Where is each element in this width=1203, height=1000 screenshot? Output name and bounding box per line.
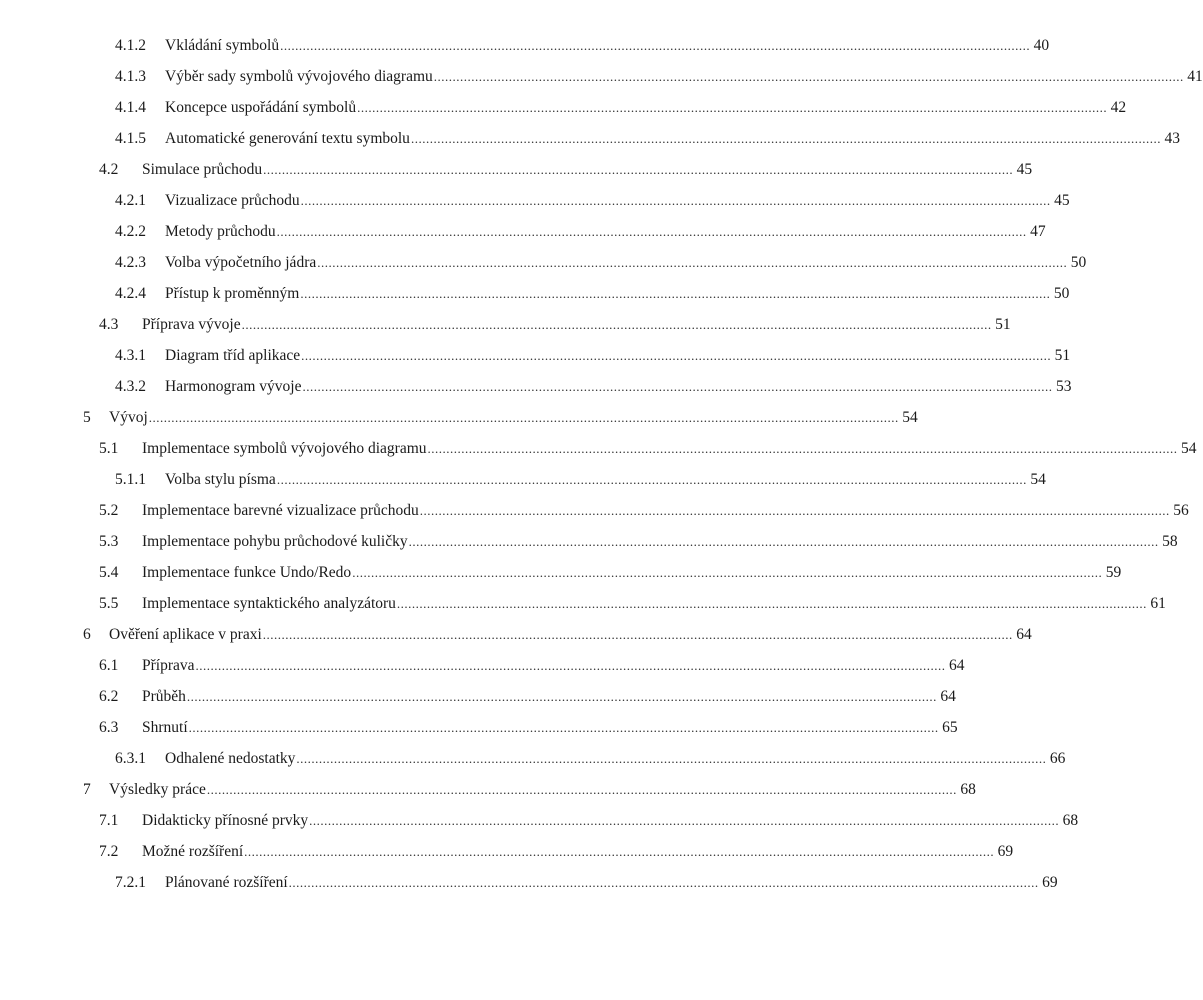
toc-entry-7-2[interactable] xyxy=(0,836,1014,867)
toc-entry-title: Příprava vývoje xyxy=(142,316,241,333)
toc-entry-4-1-4[interactable] xyxy=(0,92,1127,123)
dot-leader: ........................................................................................................................................................................................................ xyxy=(280,38,1031,53)
toc-entry-4-2-3[interactable] xyxy=(0,247,1087,278)
toc-entry-number: 5.5 xyxy=(99,595,119,612)
toc-entry-title: Možné rozšíření xyxy=(142,843,244,860)
toc-entry-line xyxy=(165,185,1070,216)
toc-entry-line xyxy=(142,805,1079,836)
toc-entry-line xyxy=(109,402,918,433)
toc-entry-number: 5.1 xyxy=(99,440,119,457)
toc-entry-line xyxy=(165,867,1058,898)
table-of-contents xyxy=(0,30,1203,898)
toc-entry-line xyxy=(142,526,1178,557)
toc-entry-line xyxy=(142,588,1166,619)
toc-entry-line xyxy=(165,123,1180,154)
toc-entry-title: Metody průchodu xyxy=(165,223,276,240)
toc-entry-line xyxy=(109,774,976,805)
toc-entry-page-number: 59 xyxy=(1105,564,1122,581)
dot-leader: ........................................................................................................................................................................................................ xyxy=(317,255,1068,270)
dot-leader: ........................................................................................................................................................................................................ xyxy=(188,720,939,735)
dot-leader: ........................................................................................................................................................................................................ xyxy=(301,348,1052,363)
dot-leader: ........................................................................................................................................................................................................ xyxy=(309,813,1060,828)
toc-entry-title: Vkládání symbolů xyxy=(165,37,280,54)
toc-entry-page-number: 45 xyxy=(1054,192,1070,209)
toc-entry-title: Volba stylu písma xyxy=(165,471,276,488)
toc-entry-page-number: 69 xyxy=(997,843,1014,860)
toc-entry-page-number: 65 xyxy=(942,719,958,736)
toc-entry-title: Přístup k proměnným xyxy=(165,285,300,302)
toc-entry-4-2-4[interactable] xyxy=(0,278,1070,309)
toc-entry-page-number: 56 xyxy=(1173,502,1189,519)
dot-leader: ........................................................................................................................................................................................................ xyxy=(408,534,1159,549)
toc-entry-title: Vizualizace průchodu xyxy=(165,192,300,209)
toc-entry-line xyxy=(165,278,1070,309)
dot-leader: ........................................................................................................................................................................................................ xyxy=(410,131,1161,146)
dot-leader: ........................................................................................................................................................................................................ xyxy=(300,286,1051,301)
toc-entry-line xyxy=(165,464,1046,495)
toc-entry-line xyxy=(142,712,958,743)
dot-leader: ........................................................................................................................................................................................................ xyxy=(186,689,937,704)
toc-entry-page-number: 64 xyxy=(1016,626,1032,643)
dot-leader: ........................................................................................................................................................................................................ xyxy=(206,782,957,797)
toc-entry-number: 6 xyxy=(83,626,91,643)
toc-entry-title: Harmonogram vývoje xyxy=(165,378,302,395)
toc-entry-5[interactable] xyxy=(0,402,918,433)
toc-entry-title: Automatické generování textu symbolu xyxy=(165,130,410,147)
toc-entry-title: Implementace pohybu průchodové kuličky xyxy=(142,533,408,550)
toc-entry-title: Průběh xyxy=(142,688,186,705)
toc-entry-6-3-1[interactable] xyxy=(0,743,1066,774)
toc-entry-7-1[interactable] xyxy=(0,805,1079,836)
toc-entry-line xyxy=(165,61,1203,92)
toc-entry-title: Výsledky práce xyxy=(109,781,206,798)
toc-entry-title: Odhalené nedostatky xyxy=(165,750,296,767)
toc-entry-6-2[interactable] xyxy=(0,681,956,712)
toc-entry-page-number: 45 xyxy=(1016,161,1033,178)
toc-entry-number: 4.1.5 xyxy=(115,130,146,147)
toc-entry-4-1-5[interactable] xyxy=(0,123,1180,154)
dot-leader: ........................................................................................................................................................................................................ xyxy=(244,844,995,859)
toc-entry-5-3[interactable] xyxy=(0,526,1178,557)
toc-entry-number: 6.1 xyxy=(99,657,119,674)
toc-entry-page-number: 53 xyxy=(1055,378,1072,395)
toc-entry-4-3-2[interactable] xyxy=(0,371,1072,402)
dot-leader: ........................................................................................................................................................................................................ xyxy=(288,875,1039,890)
toc-entry-title: Diagram tříd aplikace xyxy=(165,347,301,364)
toc-entry-number: 4.2.3 xyxy=(115,254,146,271)
toc-entry-page-number: 43 xyxy=(1164,130,1180,147)
toc-entry-page-number: 51 xyxy=(995,316,1011,333)
toc-entry-title: Didakticky přínosné prvky xyxy=(142,812,309,829)
toc-entry-line xyxy=(165,743,1066,774)
toc-entry-page-number: 69 xyxy=(1042,874,1058,891)
toc-entry-5-1[interactable] xyxy=(0,433,1197,464)
toc-entry-number: 4.2.2 xyxy=(115,223,146,240)
dot-leader: ........................................................................................................................................................................................................ xyxy=(352,565,1103,580)
toc-entry-number: 4.3 xyxy=(99,316,119,333)
toc-entry-title: Ověření aplikace v praxi xyxy=(109,626,262,643)
dot-leader: ........................................................................................................................................................................................................ xyxy=(263,162,1014,177)
toc-entry-page-number: 41 xyxy=(1187,68,1203,85)
toc-entry-line xyxy=(142,433,1197,464)
toc-entry-number: 5.4 xyxy=(99,564,119,581)
toc-entry-4-2-1[interactable] xyxy=(0,185,1070,216)
dot-leader: ........................................................................................................................................................................................................ xyxy=(241,317,992,332)
toc-entry-title: Výběr sady symbolů vývojového diagramu xyxy=(165,68,433,85)
toc-entry-number: 5 xyxy=(83,409,91,426)
toc-entry-line xyxy=(142,681,956,712)
toc-entry-page-number: 64 xyxy=(940,688,956,705)
toc-entry-6-1[interactable] xyxy=(0,650,965,681)
toc-entry-line xyxy=(165,92,1127,123)
toc-entry-line xyxy=(165,371,1072,402)
toc-entry-number: 5.1.1 xyxy=(115,471,146,488)
toc-entry-number: 4.2.4 xyxy=(115,285,146,302)
dot-leader: ........................................................................................................................................................................................................ xyxy=(357,100,1108,115)
toc-entry-line xyxy=(142,650,965,681)
toc-entry-page-number: 50 xyxy=(1053,285,1070,302)
toc-entry-line xyxy=(142,557,1122,588)
dot-leader: ........................................................................................................................................................................................................ xyxy=(148,410,899,425)
dot-leader: ........................................................................................................................................................................................................ xyxy=(427,441,1178,456)
toc-entry-5-5[interactable] xyxy=(0,588,1166,619)
toc-entry-number: 7.2 xyxy=(99,843,119,860)
toc-entry-number: 4.1.2 xyxy=(115,37,146,54)
toc-entry-line xyxy=(142,836,1014,867)
dot-leader: ........................................................................................................................................................................................................ xyxy=(276,472,1027,487)
dot-leader: ........................................................................................................................................................................................................ xyxy=(302,379,1053,394)
toc-entry-title: Volba výpočetního jádra xyxy=(165,254,317,271)
toc-entry-number: 4.2.1 xyxy=(115,192,146,209)
toc-entry-page-number: 58 xyxy=(1162,533,1178,550)
toc-entry-4-3-1[interactable] xyxy=(0,340,1071,371)
toc-entry-title: Shrnutí xyxy=(142,719,188,736)
dot-leader: ........................................................................................................................................................................................................ xyxy=(195,658,946,673)
toc-entry-page-number: 54 xyxy=(902,409,918,426)
dot-leader: ........................................................................................................................................................................................................ xyxy=(433,69,1184,84)
toc-entry-page-number: 50 xyxy=(1070,254,1087,271)
dot-leader: ........................................................................................................................................................................................................ xyxy=(296,751,1047,766)
toc-entry-number: 5.2 xyxy=(99,502,119,519)
toc-entry-line xyxy=(109,619,1032,650)
dot-leader: ........................................................................................................................................................................................................ xyxy=(396,596,1147,611)
toc-entry-number: 6.3.1 xyxy=(115,750,146,767)
toc-entry-title: Implementace barevné vizualizace průchodu xyxy=(142,502,419,519)
toc-entry-line xyxy=(165,247,1087,278)
toc-entry-line xyxy=(142,154,1033,185)
toc-entry-7[interactable] xyxy=(0,774,976,805)
toc-entry-title: Implementace symbolů vývojového diagramu xyxy=(142,440,427,457)
toc-entry-5-1-1[interactable] xyxy=(0,464,1046,495)
dot-leader: ........................................................................................................................................................................................................ xyxy=(276,224,1027,239)
toc-entry-line xyxy=(142,495,1189,526)
toc-entry-page-number: 54 xyxy=(1030,471,1046,488)
toc-entry-page-number: 42 xyxy=(1110,99,1127,116)
toc-entry-line xyxy=(165,340,1071,371)
toc-entry-number: 4.2 xyxy=(99,161,119,178)
toc-entry-title: Implementace funkce Undo/Redo xyxy=(142,564,352,581)
toc-entry-5-2[interactable] xyxy=(0,495,1189,526)
toc-entry-6[interactable] xyxy=(0,619,1032,650)
toc-entry-4-3[interactable] xyxy=(0,309,1011,340)
toc-entry-line xyxy=(165,216,1046,247)
toc-entry-title: Vývoj xyxy=(109,409,148,426)
toc-entry-number: 4.1.4 xyxy=(115,99,146,116)
toc-entry-page-number: 54 xyxy=(1181,440,1197,457)
toc-entry-number: 7 xyxy=(83,781,91,798)
toc-entry-number: 7.2.1 xyxy=(115,874,146,891)
toc-entry-4-1-2[interactable] xyxy=(0,30,1050,61)
toc-entry-line xyxy=(165,30,1050,61)
toc-entry-number: 7.1 xyxy=(99,812,119,829)
toc-entry-title: Simulace průchodu xyxy=(142,161,263,178)
toc-entry-page-number: 40 xyxy=(1033,37,1050,54)
toc-entry-number: 6.2 xyxy=(99,688,119,705)
toc-entry-title: Plánované rozšíření xyxy=(165,874,288,891)
toc-entry-number: 4.1.3 xyxy=(115,68,146,85)
toc-entry-page-number: 66 xyxy=(1049,750,1066,767)
toc-entry-title: Implementace syntaktického analyzátoru xyxy=(142,595,396,612)
toc-entry-7-2-1[interactable] xyxy=(0,867,1058,898)
toc-entry-title: Koncepce uspořádání symbolů xyxy=(165,99,357,116)
toc-entry-page-number: 68 xyxy=(1062,812,1079,829)
toc-entry-page-number: 51 xyxy=(1054,347,1071,364)
toc-entry-5-4[interactable] xyxy=(0,557,1122,588)
toc-entry-page-number: 68 xyxy=(960,781,976,798)
toc-entry-number: 6.3 xyxy=(99,719,119,736)
dot-leader: ........................................................................................................................................................................................................ xyxy=(419,503,1170,518)
dot-leader: ........................................................................................................................................................................................................ xyxy=(262,627,1013,642)
toc-entry-title: Příprava xyxy=(142,657,195,674)
toc-entry-number: 4.3.2 xyxy=(115,378,146,395)
toc-entry-line xyxy=(142,309,1011,340)
toc-entry-number: 5.3 xyxy=(99,533,119,550)
toc-entry-6-3[interactable] xyxy=(0,712,958,743)
dot-leader: ........................................................................................................................................................................................................ xyxy=(300,193,1051,208)
toc-entry-page-number: 64 xyxy=(949,657,965,674)
toc-entry-page-number: 61 xyxy=(1150,595,1166,612)
toc-entry-4-2[interactable] xyxy=(0,154,1033,185)
toc-entry-4-1-3[interactable] xyxy=(0,61,1203,92)
toc-entry-page-number: 47 xyxy=(1030,223,1046,240)
toc-entry-number: 4.3.1 xyxy=(115,347,146,364)
toc-entry-4-2-2[interactable] xyxy=(0,216,1046,247)
